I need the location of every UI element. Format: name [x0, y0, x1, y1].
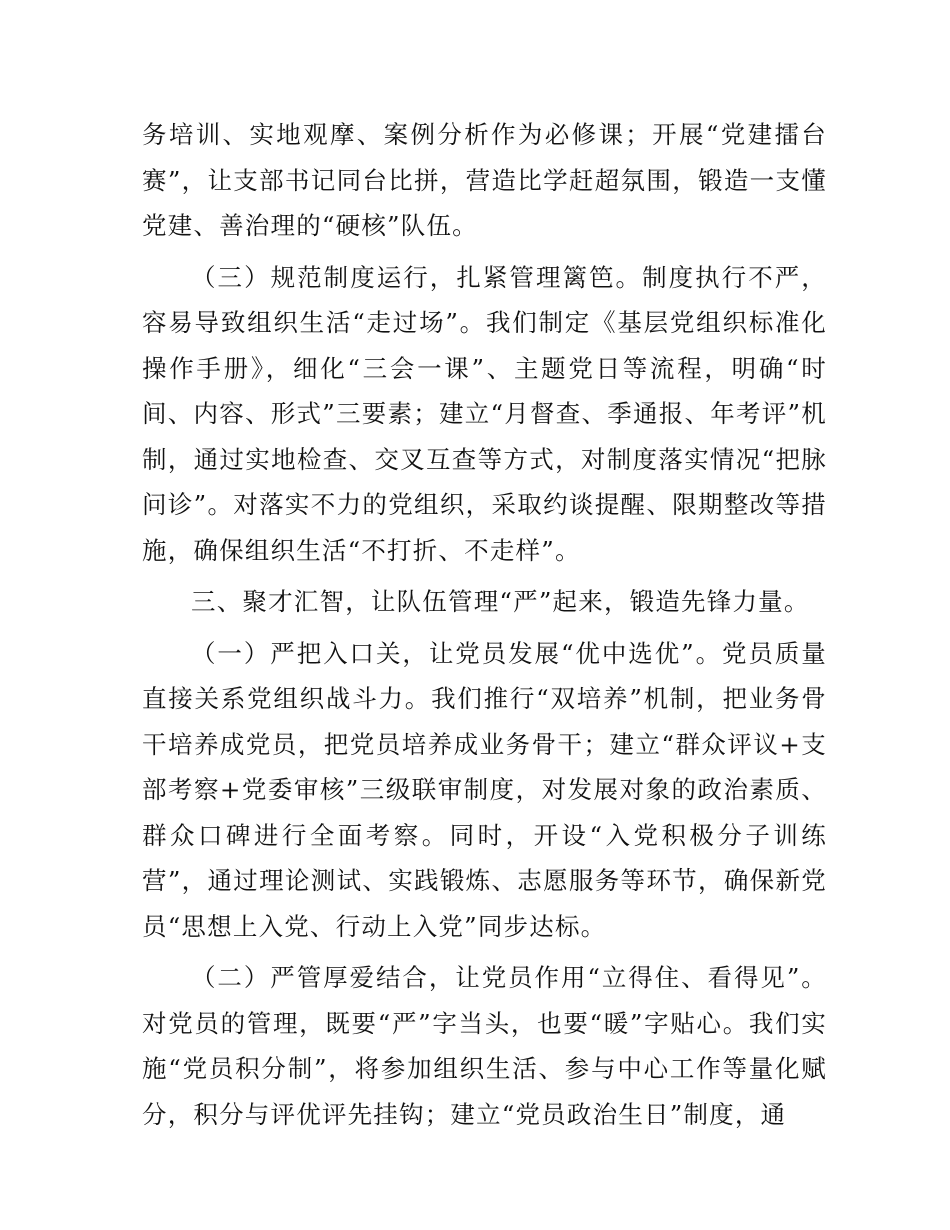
paragraph-continuation: 务培训、实地观摩、案例分析作为必修课；开展“党建擂台赛”，让支部书记同台比拼，营造比学赶超氛围，锻造一支懂党建、善治理的“硬核”队伍。	[142, 120, 827, 240]
paragraph-section-3-2: （二）严管厚爱结合，让党员作用“立得住、看得见”。对党员的管理，既要“严”字当头，也要“暖”字贴心。我们实施“党员积分制”，将参加组织生活、参与中心工作等量化赋分，积分与评优评先挂钩；建立“党员政治生日”制度，通	[142, 963, 827, 1129]
paragraph-section-3-3: （三）规范制度运行，扎紧管理篱笆。制度执行不严，容易导致组织生活“走过场”。我们制定《基层党组织标准化操作手册》，细化“三会一课”、主题党日等流程，明确“时间、内容、形式”三要素；建立“月督查、季通报、年考评”机制，通过实地检查、交叉互查等方式，对制度落实情况“把脉问诊”。对落实不力的党组织，采取约谈提醒、限期整改等措施，确保组织生活“不打折、不走样”。	[142, 262, 827, 565]
paragraph-section-3-1: （一）严把入口关，让党员发展“优中选优”。党员质量直接关系党组织战斗力。我们推行“双培养”机制，把业务骨干培养成党员，把党员培养成业务骨干；建立“群众评议+支部考察+党委审核”三级联审制度，对发展对象的政治素质、群众口碑进行全面考察。同时，开设“入党积极分子训练营”，通过理论测试、实践锻炼、志愿服务等环节，确保新党员“思想上入党、行动上入党”同步达标。	[142, 638, 827, 941]
section-heading-3: 三、聚才汇智，让队伍管理“严”起来，锻造先锋力量。	[191, 587, 810, 616]
document-body	[142, 112, 827, 1137]
